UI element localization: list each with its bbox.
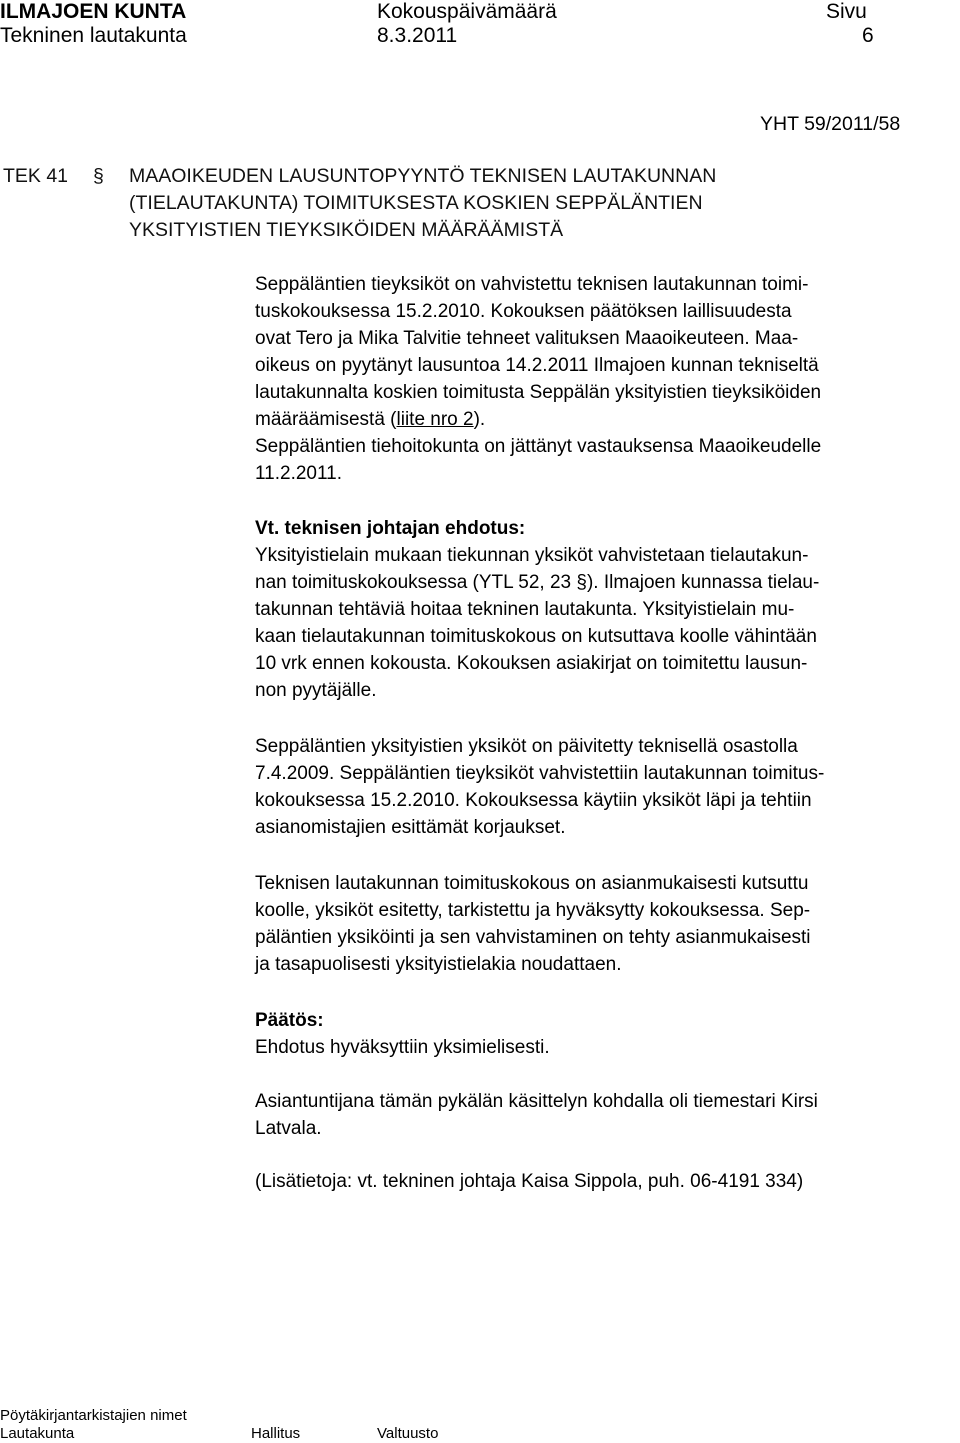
text-line: oikeus on pyytänyt lausuntoa 14.2.2011 Ilmajoen kunnan tekniseltä: [255, 355, 819, 376]
expert-paragraph: [255, 1088, 955, 1142]
proposal-paragraph-3: [255, 870, 955, 978]
page-label: Sivu: [826, 0, 867, 23]
text-line: koolle, yksiköt esitetty, tarkistettu ja hyväksytty kokouksessa. Sep-: [255, 900, 811, 921]
decision-section: [255, 1007, 955, 1061]
footer-col-board: Lautakunta: [0, 1425, 75, 1442]
section-title-line: MAAOIKEUDEN LAUSUNTOPYYNTÖ TEKNISEN LAUTAKUNNAN: [129, 165, 717, 187]
text-line: Seppäläntien tiehoitokunta on jättänyt vastauksensa Maaoikeudelle: [255, 436, 822, 457]
text-line: 10 vrk ennen kokousta. Kokouksen asiakirjat on toimitettu lausun-: [255, 653, 808, 674]
text-line: Yksityistielain mukaan tiekunnan yksiköt vahvistetaan tielautakun-: [255, 545, 809, 566]
text-line: Seppäläntien tieyksiköt on vahvistettu teknisen lautakunnan toimi-: [255, 274, 809, 295]
section-title-line: YKSITYISTIEN TIEYKSIKÖIDEN MÄÄRÄÄMISTÄ: [129, 219, 564, 241]
reference-number: YHT 59/2011/58: [760, 113, 901, 135]
meeting-date: 8.3.2011: [377, 24, 458, 47]
text-line: 11.2.2011.: [255, 463, 342, 484]
text-line: kaan tielautakunnan toimituskokous on kutsuttava koolle vähintään: [255, 626, 817, 647]
footer-col-council: Valtuusto: [377, 1425, 439, 1442]
section-id: TEK 41: [3, 165, 69, 187]
text-line: lautakunnalta koskien toimitusta Seppälän yksityistien tieyksiköiden: [255, 382, 822, 403]
proposal-paragraph-2: [255, 733, 955, 841]
text-line: Seppäläntien yksityistien yksiköt on päivitetty teknisellä osastolla: [255, 736, 798, 757]
text-line: asianomistajien esittämät korjaukset.: [255, 817, 566, 838]
proposal-heading: Vt. teknisen johtajan ehdotus:: [255, 518, 526, 539]
text-line: tuskokouksessa 15.2.2010. Kokouksen päätöksen laillisuudesta: [255, 301, 792, 322]
date-label: Kokouspäivämäärä: [377, 0, 557, 23]
text-line: kokouksessa 15.2.2010. Kokouksessa käytiin yksiköt läpi ja tehtiin: [255, 790, 812, 811]
intro-paragraph: [255, 271, 955, 487]
text-line: ovat Tero ja Mika Talvitie tehneet valituksen Maaoikeuteen. Maa-: [255, 328, 799, 349]
text-line: nan toimituskokouksessa (YTL 52, 23 §). Ilmajoen kunnassa tielau-: [255, 572, 820, 593]
municipality-name: ILMAJOEN KUNTA: [0, 0, 187, 23]
text-line: Asiantuntijana tämän pykälän käsittelyn kohdalla oli tiemestari Kirsi: [255, 1091, 818, 1112]
board-name: Tekninen lautakunta: [0, 24, 187, 47]
section-title: [129, 163, 716, 244]
proposal-section: [255, 515, 955, 704]
page-number: 6: [862, 24, 874, 47]
text-line: takunnan tehtäviä hoitaa tekninen lautakunta. Yksityistielain mu-: [255, 599, 795, 620]
text-line: päläntien yksiköinti ja sen vahvistaminen on tehty asianmukaisesti: [255, 927, 811, 948]
footer-label: Pöytäkirjantarkistajien nimet: [0, 1407, 187, 1424]
text-line: ja tasapuolisesti yksityistielakia noudattaen.: [255, 954, 622, 975]
text-line: non pyytäjälle.: [255, 680, 377, 701]
footer-col-government: Hallitus: [251, 1425, 301, 1442]
attachment-link[interactable]: liite nro 2: [396, 409, 474, 430]
text-line: Latvala.: [255, 1118, 322, 1139]
section-symbol: §: [93, 165, 104, 187]
text-line: 7.4.2009. Seppäläntien tieyksiköt vahvistettiin lautakunnan toimitus-: [255, 763, 825, 784]
text-line: määräämisestä (liite nro 2).: [255, 409, 486, 430]
contact-info: (Lisätietoja: vt. tekninen johtaja Kaisa Sippola, puh. 06-4191 334): [255, 1171, 804, 1192]
decision-heading: Päätös:: [255, 1010, 324, 1031]
text-line: Teknisen lautakunnan toimituskokous on asianmukaisesti kutsuttu: [255, 873, 809, 894]
section-title-line: (TIELAUTAKUNTA) TOIMITUKSESTA KOSKIEN SEPPÄLÄNTIEN: [129, 192, 703, 214]
decision-text: Ehdotus hyväksyttiin yksimielisesti.: [255, 1037, 550, 1058]
